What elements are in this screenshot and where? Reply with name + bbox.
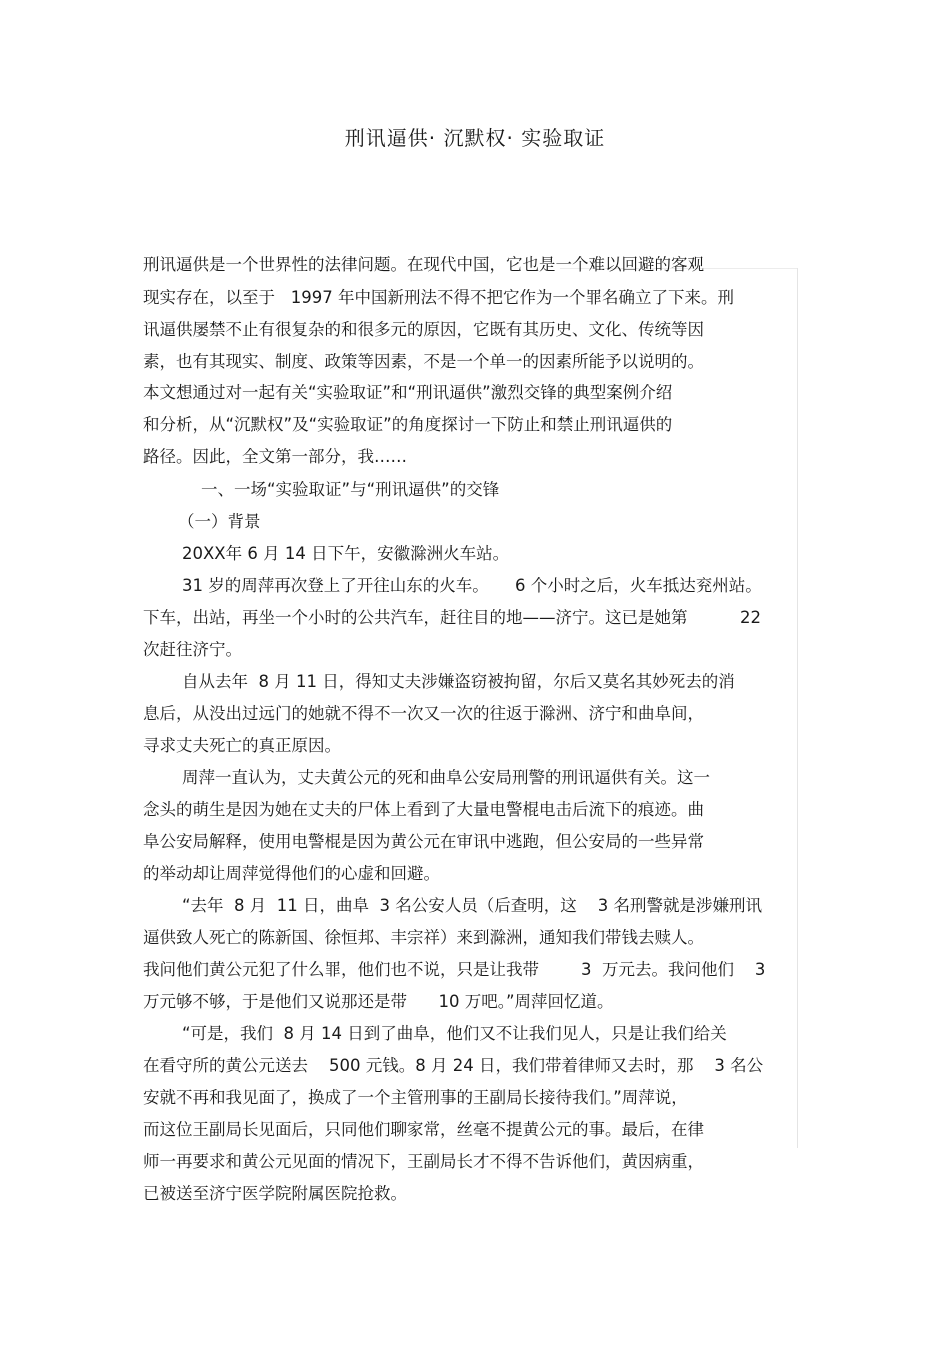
body-line: 万元够不够，于是他们又说那还是带 10 万吧。”周萍回忆道。 [143,992,614,1011]
body-line: 次赶往济宁。 [143,640,242,659]
body-line: “去年 8 月 11 日，曲阜 3 名公安人员（后查明，这 3 名刑警就是涉嫌刑讯 [182,896,762,915]
frame-border-right [797,268,798,1148]
subsection-heading: （一）背景 [178,512,261,531]
body-line: 现实存在，以至于 1997 年中国新刑法不得不把它作为一个罪名确立了下来。刑 [143,288,734,307]
body-line: 而这位王副局长见面后，只同他们聊家常，丝毫不提黄公元的事。最后，在律 [143,1120,704,1139]
body-line: 路径。因此，全文第一部分，我…… [143,447,407,466]
body-line: 已被送至济宁医学院附属医院抢救。 [143,1184,407,1203]
body-line: 我问他们黄公元犯了什么罪，他们也不说，只是让我带 3 万元去。我问他们 3 [143,960,766,979]
document-title: 刑讯逼供· 沉默权· 实验取证 [344,126,606,150]
body-line: 刑讯逼供是一个世界性的法律问题。在现代中国，它也是一个难以回避的客观 [143,255,704,274]
body-line: “可是，我们 8 月 14 日到了曲阜，他们又不让我们见人，只是让我们给关 [182,1024,727,1043]
body-line: 周萍一直认为，丈夫黄公元的死和曲阜公安局刑警的刑讯逼供有关。这一 [182,768,710,787]
section-heading: 一、一场“实验取证”与“刑讯逼供”的交锋 [201,480,500,499]
body-line: 讯逼供屡禁不止有很复杂的和很多元的原因，它既有其历史、文化、传统等因 [143,320,704,339]
body-line: 念头的萌生是因为她在丈夫的尸体上看到了大量电警棍电击后流下的痕迹。曲 [143,800,704,819]
body-line: 和分析，从“沉默权”及“实验取证”的角度探讨一下防止和禁止刑讯逼供的 [143,415,673,434]
body-line: 本文想通过对一起有关“实验取证”和“刑讯逼供”激烈交锋的典型案例介绍 [143,383,673,402]
body-line: 师一再要求和黄公元见面的情况下，王副局长才不得不告诉他们，黄因病重， [143,1152,704,1171]
body-line: 安就不再和我见面了，换成了一个主管刑事的王副局长接待我们。”周萍说， [143,1088,688,1107]
body-line: 在看守所的黄公元送去 500 元钱。8 月 24 日，我们带着律师又去时，那 3 名公 [143,1056,764,1075]
body-line: 息后，从没出过远门的她就不得不一次又一次的往返于滁洲、济宁和曲阜间， [143,704,704,723]
body-line: 阜公安局解释，使用电警棍是因为黄公元在审讯中逃跑，但公安局的一些异常 [143,832,704,851]
body-line: 20XX年 6 月 14 日下午，安徽滁洲火车站。 [182,544,510,563]
body-line: 的举动却让周萍觉得他们的心虚和回避。 [143,864,440,883]
body-line: 素，也有其现实、制度、政策等因素，不是一个单一的因素所能予以说明的。 [143,352,704,371]
body-line: 自从去年 8 月 11 日，得知丈夫涉嫌盗窃被拘留，尔后又莫名其妙死去的消 [182,672,735,691]
body-line: 逼供致人死亡的陈新国、徐恒邦、丰宗祥）来到滁洲，通知我们带钱去赎人。 [143,928,704,947]
body-line: 31 岁的周萍再次登上了开往山东的火车。 6 个小时之后，火车抵达兖州站。 [182,576,762,595]
body-line: 下车，出站，再坐一个小时的公共汽车，赶往目的地——济宁。这已是她第 22 [143,608,761,627]
body-line: 寻求丈夫死亡的真正原因。 [143,736,341,755]
